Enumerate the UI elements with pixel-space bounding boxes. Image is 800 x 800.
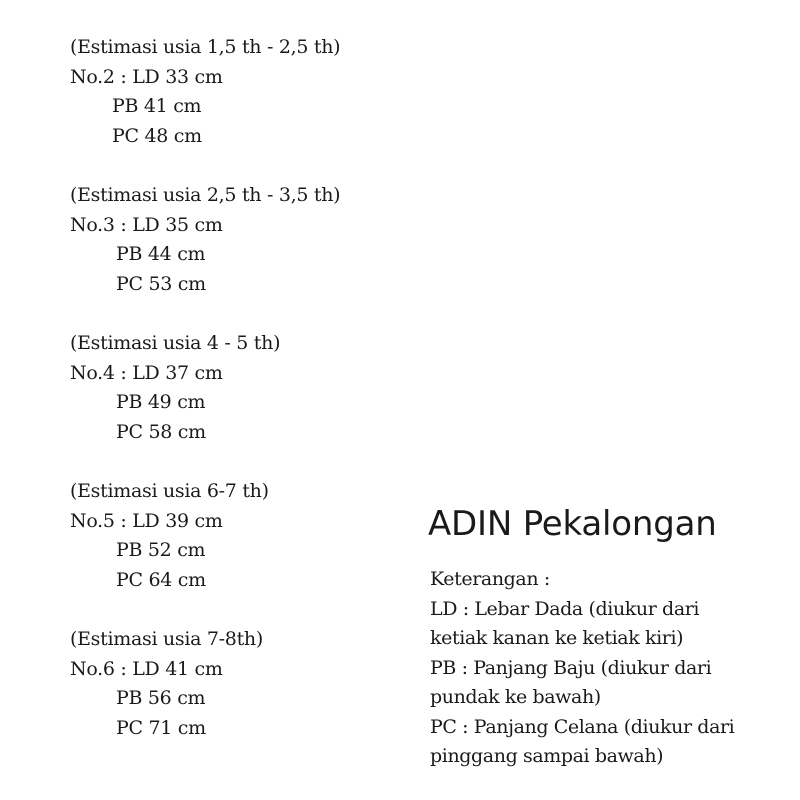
shirt-length: PB 56 cm bbox=[116, 687, 206, 709]
shirt-length: PB 49 cm bbox=[116, 391, 206, 413]
legend-line: LD : Lebar Dada (diukur dari bbox=[430, 597, 700, 620]
legend-notes bbox=[430, 565, 790, 772]
pants-length: PC 58 cm bbox=[116, 420, 206, 443]
age-estimate: (Estimasi usia 4 - 5 th) bbox=[70, 332, 281, 354]
pants-length: PC 64 cm bbox=[116, 568, 206, 591]
chest-width: No.2 : LD 33 cm bbox=[70, 65, 223, 88]
chest-width: No.3 : LD 35 cm bbox=[70, 213, 223, 236]
legend-line: pinggang sampai bawah) bbox=[430, 745, 664, 767]
size-block-no6 bbox=[70, 625, 410, 743]
pants-length: PC 53 cm bbox=[116, 272, 206, 295]
shirt-length: PB 41 cm bbox=[112, 95, 202, 117]
legend-line: PC : Panjang Celana (diukur dari bbox=[430, 715, 735, 738]
brand-name: ADIN Pekalongan bbox=[428, 504, 717, 544]
age-estimate: (Estimasi usia 2,5 th - 3,5 th) bbox=[70, 184, 341, 206]
chest-width: No.5 : LD 39 cm bbox=[70, 509, 223, 532]
age-estimate: (Estimasi usia 6-7 th) bbox=[70, 480, 269, 502]
shirt-length: PB 52 cm bbox=[116, 539, 206, 561]
chest-width: No.4 : LD 37 cm bbox=[70, 361, 223, 384]
age-estimate: (Estimasi usia 1,5 th - 2,5 th) bbox=[70, 36, 341, 58]
size-block-no4 bbox=[70, 329, 410, 447]
size-block-no3 bbox=[70, 181, 410, 299]
age-estimate: (Estimasi usia 7-8th) bbox=[70, 628, 263, 650]
legend-heading: Keterangan : bbox=[430, 568, 550, 590]
size-chart bbox=[70, 33, 410, 773]
shirt-length: PB 44 cm bbox=[116, 243, 206, 265]
pants-length: PC 48 cm bbox=[112, 124, 202, 147]
legend-line: PB : Panjang Baju (diukur dari bbox=[430, 656, 712, 679]
size-block-no2 bbox=[70, 33, 410, 151]
legend-line: ketiak kanan ke ketiak kiri) bbox=[430, 627, 684, 649]
pants-length: PC 71 cm bbox=[116, 716, 206, 739]
size-block-no5 bbox=[70, 477, 410, 595]
chest-width: No.6 : LD 41 cm bbox=[70, 657, 223, 680]
legend-line: pundak ke bawah) bbox=[430, 686, 601, 708]
